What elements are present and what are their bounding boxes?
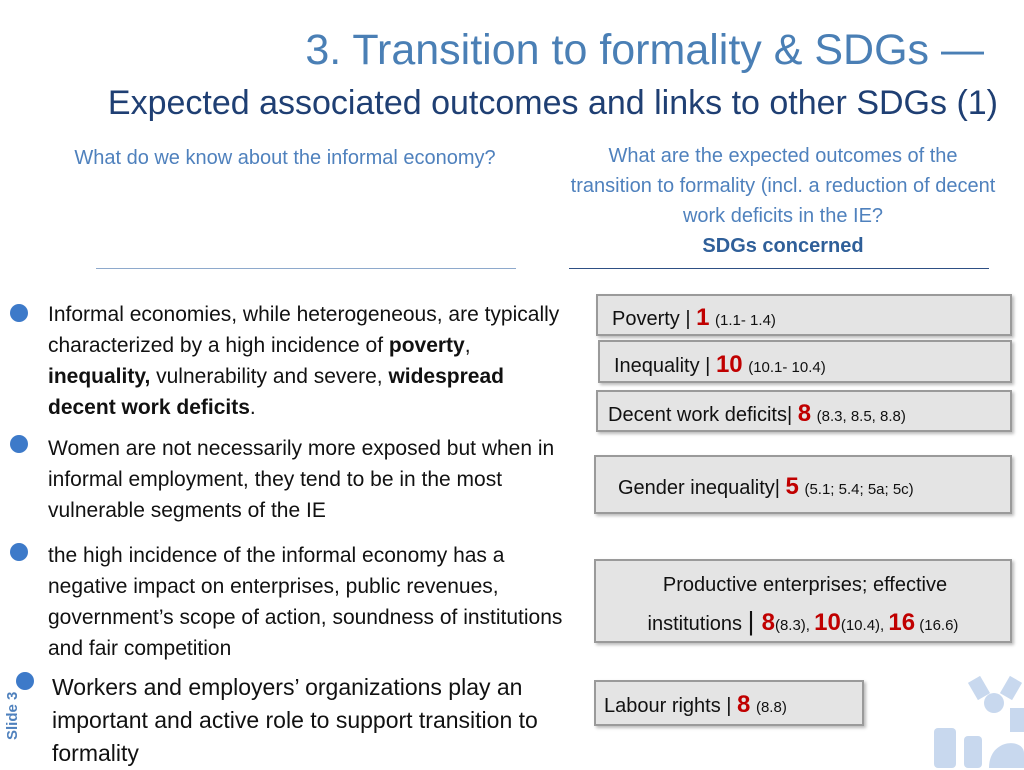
slide-number-label: Slide 3 [4, 691, 21, 740]
sdg-number: 16 [888, 609, 916, 636]
bullet-text: vulnerability and severe, [150, 365, 389, 388]
sdg-box-gender [594, 455, 1012, 514]
sdgs-concerned-label: SDGs concerned [702, 235, 864, 257]
sdg-targets: (10.4), [840, 617, 889, 634]
box-label: Labour rights | [604, 695, 738, 717]
sdg-targets: (5.1; 5.4; 5a; 5c) [804, 481, 914, 498]
ilo-logo-icon [864, 658, 1024, 768]
sdg-targets: (8.8) [755, 699, 787, 716]
left-column-heading: What do we know about the informal economy? [74, 147, 496, 169]
bold-term: widespread decent work deficits [48, 365, 504, 419]
slide-title: 3. Transition to formality & SDGs — [305, 26, 984, 74]
sdg-targets: (16.6) [915, 617, 959, 634]
box-line-1 [606, 567, 1000, 603]
sdg-box-decent-work [596, 390, 1012, 432]
sdg-number: 10 [814, 609, 841, 636]
box-label: Poverty | [612, 308, 697, 330]
bullet-text: . [249, 396, 256, 419]
left-divider [96, 268, 516, 269]
slide-number [4, 660, 44, 760]
sdg-box-enterprises [594, 559, 1012, 643]
sdg-number: 1 [696, 304, 710, 331]
bullet-text: , [464, 334, 471, 357]
bullet-item-organizations: Workers and employers’ organizations play an important and active role to support transition to formality [52, 674, 538, 766]
right-column-heading [568, 141, 998, 261]
bullet-item-poverty [48, 299, 568, 423]
slide-subtitle: Expected associated outcomes and links to other SDGs (1) [107, 84, 998, 122]
sdg-box-inequality [598, 340, 1012, 383]
bullet-dot-icon [10, 304, 28, 322]
box-label: Inequality | [614, 355, 716, 377]
right-divider [569, 268, 989, 269]
bullet-item-impact: the high incidence of the informal economy has a negative impact on enterprises, public revenues, government’s scope of action, soundness of institutions and fair competition [48, 544, 563, 660]
sdg-targets: (8.3), [774, 617, 815, 634]
sdg-targets: (8.3, 8.5, 8.8) [816, 408, 906, 425]
sdg-box-poverty [596, 294, 1012, 336]
sdg-targets: (1.1- 1.4) [715, 312, 776, 329]
box-label: Productive enterprises; effective [662, 574, 948, 596]
box-line-2 [606, 603, 1000, 643]
sdg-number: 10 [715, 351, 743, 378]
sdg-targets: (10.1- 10.4) [748, 359, 826, 376]
right-heading-text: What are the expected outcomes of the transition to formality (incl. a reduction of decent work deficits in the IE? [570, 145, 996, 227]
box-label: Decent work deficits| [608, 404, 798, 426]
bold-term: inequality, [48, 365, 151, 388]
bullet-text: Informal economies, while heterogeneous, are typically characterized by a high incidence of [48, 303, 560, 357]
bullet-dot-icon [10, 543, 28, 561]
bullet-dot-icon [10, 435, 28, 453]
sdg-box-labour-rights [594, 680, 864, 726]
sdg-number: 5 [785, 473, 799, 500]
box-label: institutions [647, 613, 748, 635]
bullet-item-women: Women are not necessarily more exposed but when in informal employment, they tend to be in the most vulnerable segments of the IE [48, 437, 555, 522]
sdg-number: 8 [737, 691, 751, 718]
box-separator: | [747, 606, 762, 636]
sdg-number: 8 [797, 400, 812, 427]
bold-term: poverty [388, 334, 465, 357]
box-label: Gender inequality| [618, 477, 786, 499]
sdg-number: 8 [761, 609, 775, 636]
